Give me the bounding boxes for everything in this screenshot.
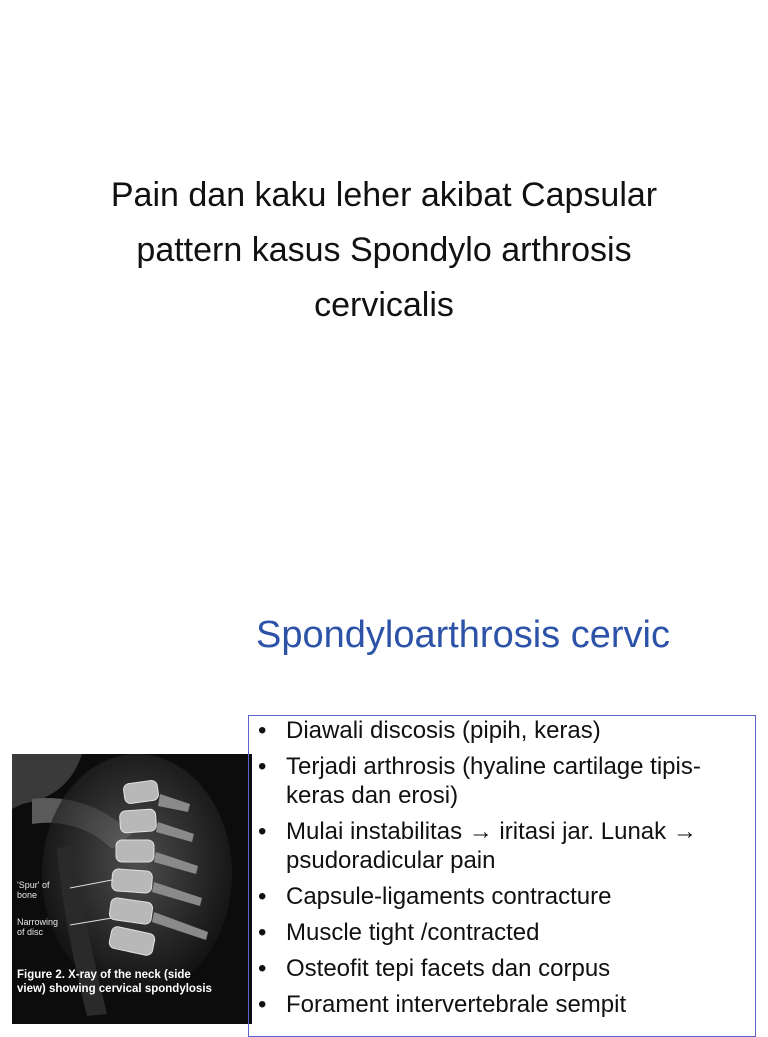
bullet-list — [258, 716, 738, 1026]
narrowing-label — [17, 917, 58, 937]
xray-caption — [17, 968, 249, 996]
neck-xray-image — [12, 754, 252, 1024]
bullet-item: • Capsule-ligaments contracture — [258, 882, 738, 911]
narrowing-label-line-2: of disc — [17, 927, 44, 937]
title-line-2: pattern kasus Spondylo arthrosis — [136, 231, 632, 269]
slide-2-title: Spondyloarthrosis cervic — [256, 614, 670, 656]
bullet-item: • Forament intervertebrale sempit — [258, 990, 738, 1019]
spur-label-line-2: bone — [17, 890, 38, 900]
slide-2 — [0, 576, 768, 1024]
bullet-item: • Terjadi arthrosis (hyaline cartilage tipis-keras dan erosi) — [258, 752, 738, 810]
spur-label — [17, 880, 49, 900]
caption-line-2: view) showing cervical spondylosis — [17, 983, 212, 995]
bullet-item: • Mulai instabilitas → iritasi jar. Lunak → psudoradicular pain — [258, 817, 738, 875]
bullet-item: • Osteofit tepi facets dan corpus — [258, 954, 738, 983]
spur-label-line-1: 'Spur' of — [17, 880, 50, 890]
slide-1-title — [40, 168, 728, 333]
title-line-3: cervicalis — [314, 286, 454, 324]
title-line-1: Pain dan kaku leher akibat Capsular — [110, 176, 658, 214]
caption-line-1: Figure 2. X-ray of the neck (side — [17, 969, 191, 981]
bullet-item: • Diawali discosis (pipih, keras) — [258, 716, 738, 745]
bullet-item: • Muscle tight /contracted — [258, 918, 738, 947]
narrowing-label-line-1: Narrowing — [17, 917, 59, 927]
